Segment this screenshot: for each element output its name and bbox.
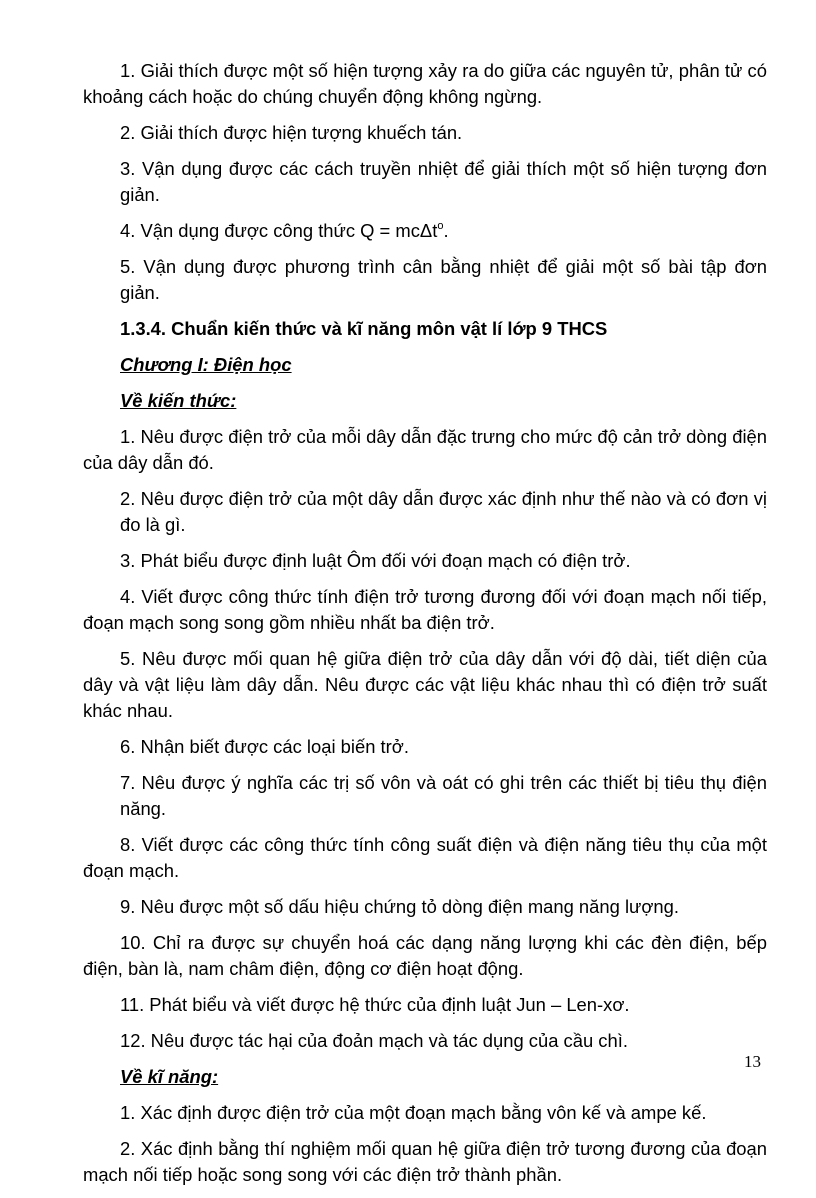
knowledge-item: 10. Chỉ ra được sự chuyển hoá các dạng năng lượng khi các đèn điện, bếp điện, bàn là, nam châm điện, động cơ điện hoạt động. bbox=[83, 932, 767, 979]
knowledge-item: 3. Phát biểu được định luật Ôm đối với đoạn mạch có điện trở. bbox=[120, 550, 631, 571]
knowledge-item: 6. Nhận biết được các loại biến trở. bbox=[120, 736, 409, 757]
page-number: 13 bbox=[744, 1052, 761, 1071]
paragraph-item-2: 2. Giải thích được hiện tượng khuếch tán. bbox=[120, 122, 463, 143]
paragraph-item-4-formula bbox=[83, 218, 767, 244]
knowledge-item: 8. Viết được các công thức tính công suất điện và điện năng tiêu thụ của một đoạn mạch. bbox=[83, 834, 767, 881]
knowledge-item: 5. Nêu được mối quan hệ giữa điện trở của dây dẫn với độ dài, tiết diện của dây và vật liệu làm dây dẫn. Nêu được các vật liệu khác nhau thì có điện trở suất khác nhau. bbox=[83, 648, 767, 721]
knowledge-item: 1. Nêu được điện trở của mỗi dây dẫn đặc trưng cho mức độ cản trở dòng điện của dây dẫn đó. bbox=[83, 426, 767, 473]
knowledge-item: 2. Nêu được điện trở của một dây dẫn được xác định như thế nào và có đơn vị đo là gì. bbox=[120, 488, 767, 535]
knowledge-item: 11. Phát biểu và viết được hệ thức của định luật Jun – Len-xơ. bbox=[120, 994, 630, 1015]
knowledge-item: 12. Nêu được tác hại của đoản mạch và tác dụng của cầu chì. bbox=[120, 1030, 628, 1051]
formula-end: . bbox=[443, 220, 449, 241]
knowledge-item: 7. Nêu được ý nghĩa các trị số vôn và oát có ghi trên các thiết bị tiêu thụ điện năng. bbox=[120, 772, 767, 819]
section-heading: 1.3.4. Chuẩn kiến thức và kĩ năng môn vật lí lớp 9 THCS bbox=[120, 318, 608, 339]
paragraph-item-1: 1. Giải thích được một số hiện tượng xảy ra do giữa các nguyên tử, phân tử có khoảng cách hoặc do chúng chuyển động không ngừng. bbox=[83, 60, 767, 107]
skills-heading: Về kĩ năng: bbox=[120, 1066, 219, 1087]
skills-item: 1. Xác định được điện trở của một đoạn mạch bằng vôn kế và ampe kế. bbox=[120, 1102, 707, 1123]
paragraph-item-3: 3. Vận dụng được các cách truyền nhiệt để giải thích một số hiện tượng đơn giản. bbox=[120, 158, 767, 205]
formula-text: 4. Vận dụng được công thức Q = mcΔt bbox=[120, 220, 438, 241]
chapter-title: Chương I: Điện học bbox=[120, 354, 292, 375]
knowledge-heading: Về kiến thức: bbox=[120, 390, 237, 411]
paragraph-item-5: 5. Vận dụng được phương trình cân bằng nhiệt để giải một số bài tập đơn giản. bbox=[120, 256, 767, 303]
knowledge-item: 4. Viết được công thức tính điện trở tương đương đối với đoạn mạch nối tiếp, đoạn mạch song song gồm nhiều nhất ba điện trở. bbox=[83, 586, 767, 633]
formula-superscript: o bbox=[437, 220, 444, 232]
skills-item: 2. Xác định bằng thí nghiệm mối quan hệ giữa điện trở tương đương của đoạn mạch nối tiếp hoặc song song với các điện trở thành phần. bbox=[83, 1138, 767, 1185]
knowledge-item: 9. Nêu được một số dấu hiệu chứng tỏ dòng điện mang năng lượng. bbox=[120, 896, 679, 917]
document-page bbox=[83, 58, 767, 1198]
